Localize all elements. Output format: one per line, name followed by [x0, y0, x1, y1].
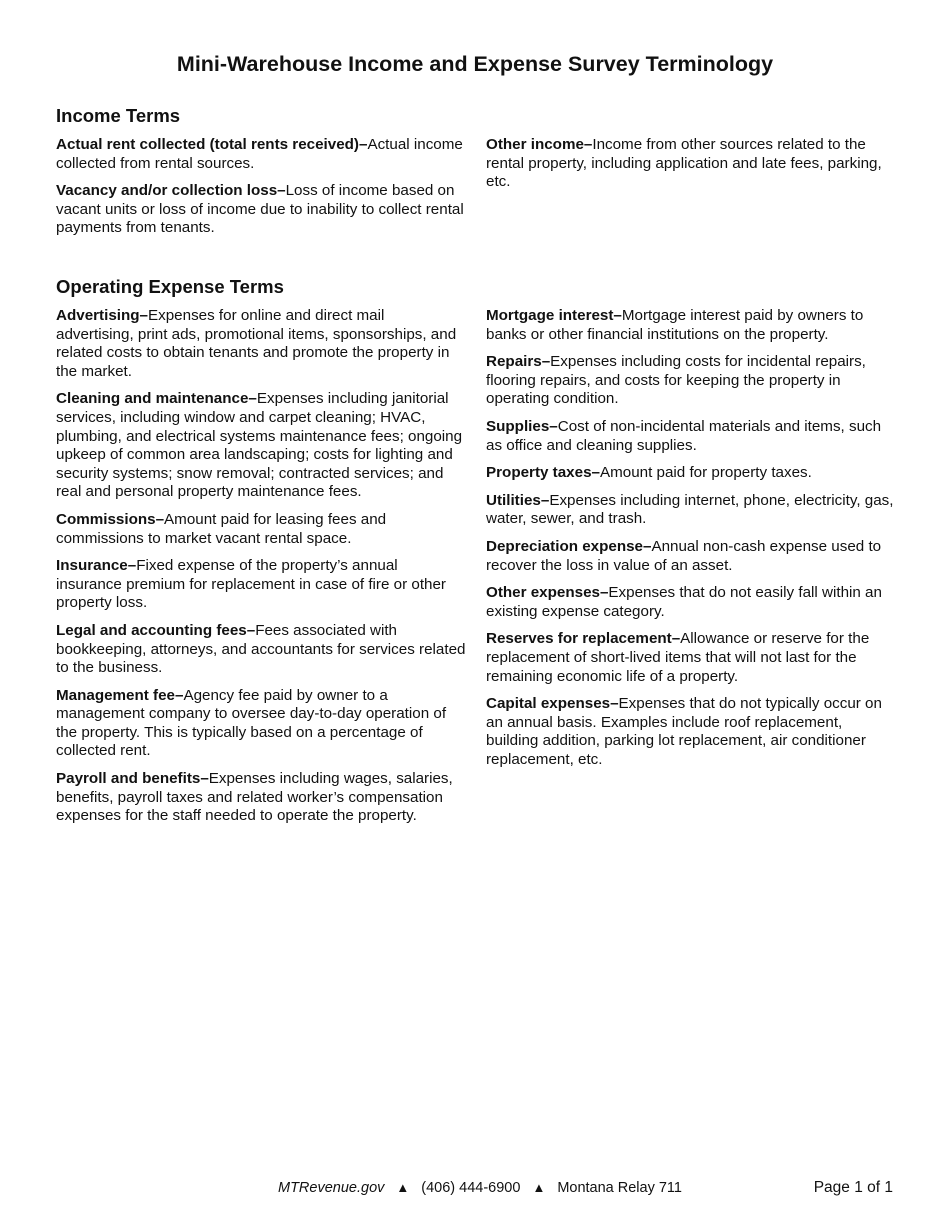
triangle-up-icon: ▲ [532, 1180, 546, 1195]
term-actual-rent-collected [56, 136, 466, 173]
footer-contact [278, 1178, 682, 1198]
triangle-up-icon: ▲ [396, 1180, 410, 1195]
income-terms-section [56, 104, 896, 247]
term-name: Utilities– [486, 491, 550, 509]
term-vacancy-collection-loss [56, 182, 466, 238]
term-name: Payroll and benefits– [56, 770, 209, 788]
term-name: Mortgage interest– [486, 307, 622, 324]
income-terms-heading: Income Terms [56, 105, 181, 126]
income-left-column [56, 136, 466, 247]
term-name: Other expenses– [486, 584, 609, 602]
term-definition: Expenses including costs for incidental repairs, flooring repairs, and costs for keeping the property in operating condition. [486, 353, 866, 408]
term-property-taxes [486, 464, 896, 483]
term-name: Vacancy and/or collection loss– [56, 182, 286, 200]
term-definition: Fixed expense of the property’s annual insurance premium for replacement in case of fire or other property loss. [56, 557, 446, 612]
term-management-fee [56, 687, 466, 761]
term-definition: Expenses including wages, salaries, benefits, payroll taxes and related worker’s compensation expenses for the staff needed to operate the property. [56, 770, 453, 825]
term-definition: Mortgage interest paid by owners to banks or other financial institutions on the property. [486, 307, 864, 343]
page-footer [0, 1178, 950, 1198]
term-definition: Amount paid for property taxes. [599, 464, 812, 482]
term-advertising [56, 307, 466, 381]
term-name: Supplies– [486, 417, 558, 435]
term-definition: Loss of income based on vacant units or loss of income due to inability to collect rental payments from tenants. [56, 182, 464, 237]
term-definition: Expenses that do not typically occur on an annual basis. Examples include roof replacement, building addition, parking lot replacement, air conditioner replacement, etc. [486, 695, 882, 768]
income-right-column [486, 136, 896, 247]
term-other-income [486, 136, 896, 192]
footer-website: MTRevenue.gov [278, 1180, 385, 1196]
term-definition: Expenses for online and direct mail advertising, print ads, promotional items, sponsorships, and related costs to obtain tenants and promote the property in the market. [56, 307, 457, 380]
term-name: Other income– [486, 136, 593, 153]
term-other-expenses [486, 584, 896, 621]
term-repairs [486, 353, 896, 409]
term-definition: Allowance or reserve for the replacement of short-lived items that will not last for the remaining economic life of a property. [486, 630, 870, 685]
expense-terms-columns [56, 307, 896, 835]
operating-expense-terms-section [56, 275, 896, 835]
term-utilities [486, 492, 896, 529]
term-name: Reserves for replacement– [486, 630, 681, 648]
term-name: Commissions– [56, 510, 165, 528]
income-terms-columns [56, 136, 896, 247]
term-commissions [56, 511, 466, 548]
term-definition: Actual income collected from rental sources. [56, 136, 463, 172]
term-name: Repairs– [486, 353, 551, 371]
term-name: Insurance– [56, 557, 137, 575]
term-payroll-benefits [56, 770, 466, 826]
term-depreciation-expense [486, 538, 896, 575]
term-definition: Expenses that do not easily fall within an existing expense category. [486, 584, 882, 620]
term-definition: Annual non-cash expense used to recover the loss in value of an asset. [486, 537, 882, 574]
term-capital-expenses [486, 695, 896, 769]
term-name: Management fee– [56, 686, 184, 704]
term-definition: Expenses including internet, phone, electricity, gas, water, sewer, and trash. [486, 491, 894, 528]
term-name: Legal and accounting fees– [56, 621, 256, 639]
term-name: Depreciation expense– [486, 537, 652, 555]
term-supplies [486, 418, 896, 455]
expense-right-column [486, 307, 896, 835]
term-name: Cleaning and maintenance– [56, 390, 257, 408]
page-number: Page 1 of 1 [813, 1179, 893, 1196]
operating-expense-terms-heading: Operating Expense Terms [56, 276, 284, 297]
term-definition: Expenses including janitorial services, including window and carpet cleaning; HVAC, plumbing, and electrical systems maintenance fees; ongoing upkeep of common area landscaping; costs for lighting and security systems; snow removal; contracted services; and real and personal property maintenance fees. [56, 390, 463, 501]
page-title: Mini-Warehouse Income and Expense Survey Terminology [176, 52, 774, 76]
term-insurance [56, 557, 466, 613]
footer-phone: (406) 444-6900 [421, 1180, 521, 1196]
term-reserves-for-replacement [486, 630, 896, 686]
term-definition: Fees associated with bookkeeping, attorneys, and accountants for services related to the business. [56, 621, 466, 677]
term-cleaning-maintenance [56, 390, 466, 502]
term-definition: Amount paid for leasing fees and commissions to market vacant rental space. [56, 510, 387, 547]
term-legal-accounting-fees [56, 622, 466, 678]
term-name: Actual rent collected (total rents received)– [56, 136, 368, 153]
term-mortgage-interest [486, 307, 896, 344]
term-name: Property taxes– [486, 464, 600, 482]
term-definition: Income from other sources related to the rental property, including application and late fees, parking, etc. [486, 136, 882, 191]
footer-relay: Montana Relay 711 [557, 1180, 682, 1196]
expense-left-column [56, 307, 466, 835]
term-definition: Agency fee paid by owner to a management company to oversee day-to-day operation of the property. This is typically based on a percentage of collected rent. [56, 686, 447, 760]
term-definition: Cost of non-incidental materials and items, such as office and cleaning supplies. [486, 417, 882, 454]
term-name: Capital expenses– [486, 695, 619, 713]
term-name: Advertising– [56, 307, 148, 324]
